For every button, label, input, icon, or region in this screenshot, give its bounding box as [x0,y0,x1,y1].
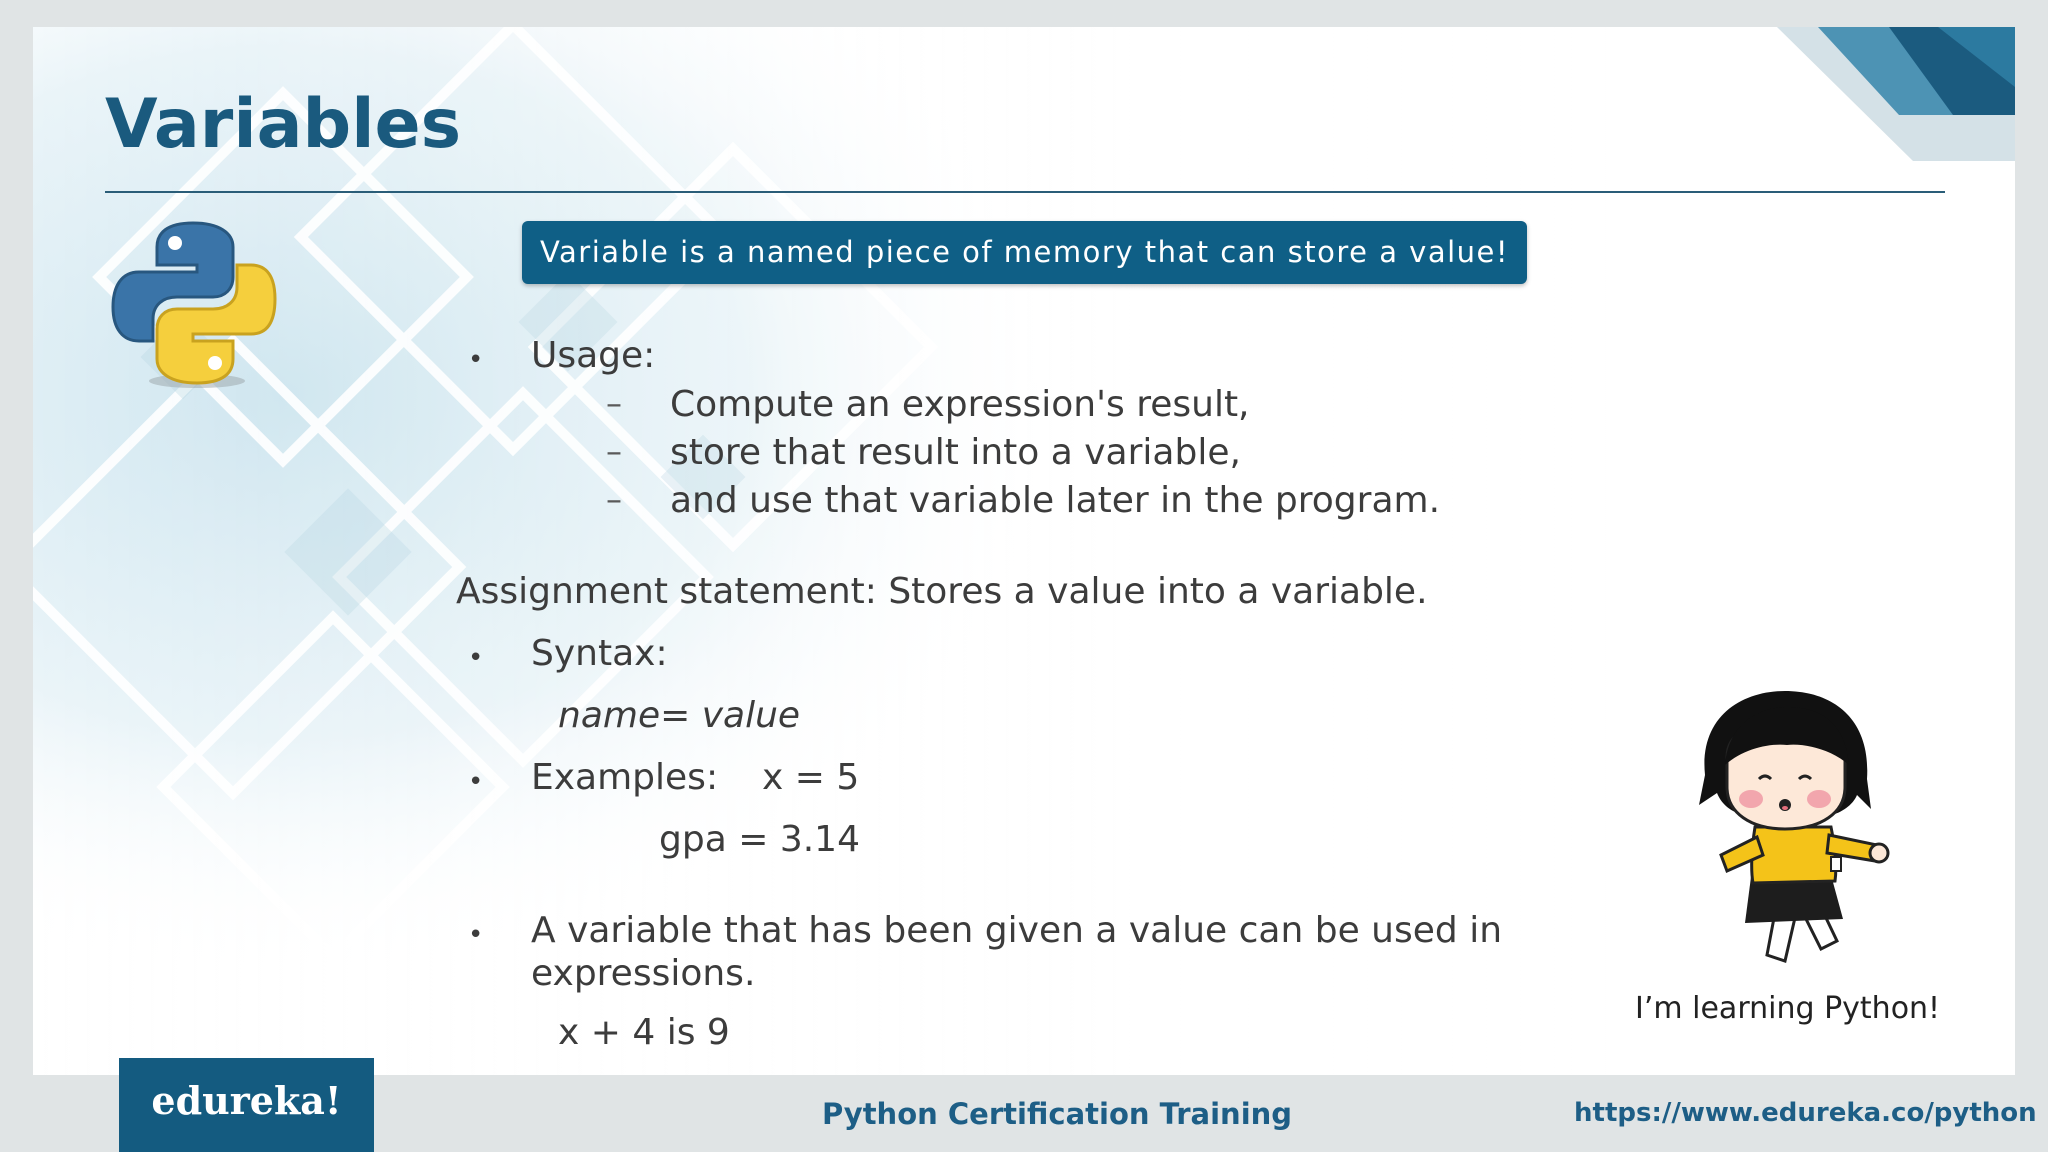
bullet-marker: • [468,345,484,375]
slide [33,27,2015,1075]
slide-title: Variables [105,85,462,164]
dash-marker: – [606,384,622,422]
usage-item-1: Compute an expression's result, [670,384,1250,425]
expressions-line-2: expressions. [531,953,756,994]
examples-label: Examples: [531,757,719,798]
syntax-equals: = [660,695,702,736]
expressions-line-1: A variable that has been given a value can be used in [531,910,1503,951]
example-1: x = 5 [762,757,860,798]
bullet-marker: • [468,643,484,673]
example-2: gpa = 3.14 [659,819,860,860]
expressions-example: x + 4 is 9 [558,1012,730,1053]
syntax-value-part: value [701,695,801,736]
usage-label: Usage: [531,335,656,376]
footer-course-title: Python Certification Training [822,1097,1293,1131]
dash-marker: – [606,432,622,470]
footer-url: https://www.edureka.co/python [1574,1098,2037,1128]
usage-item-2: store that result into a variable, [670,432,1241,473]
title-divider [105,191,1945,193]
python-logo-icon [109,217,279,392]
usage-item-3: and use that variable later in the program. [670,480,1441,521]
mascot-caption: I’m learning Python! [1635,991,1941,1026]
syntax-label: Syntax: [531,633,668,674]
bullet-marker: • [468,767,484,797]
definition-banner: Variable is a named piece of memory that can store a value! [522,221,1527,284]
bullet-marker: • [468,920,484,950]
syntax-name-part: name [558,695,661,736]
assignment-statement: Assignment statement: Stores a value into a variable. [456,571,1428,612]
syntax-expression [558,695,800,736]
girl-mascot-illustration [1681,687,1911,987]
edureka-logo: edureka! [151,1078,342,1123]
dash-marker: – [606,480,622,518]
